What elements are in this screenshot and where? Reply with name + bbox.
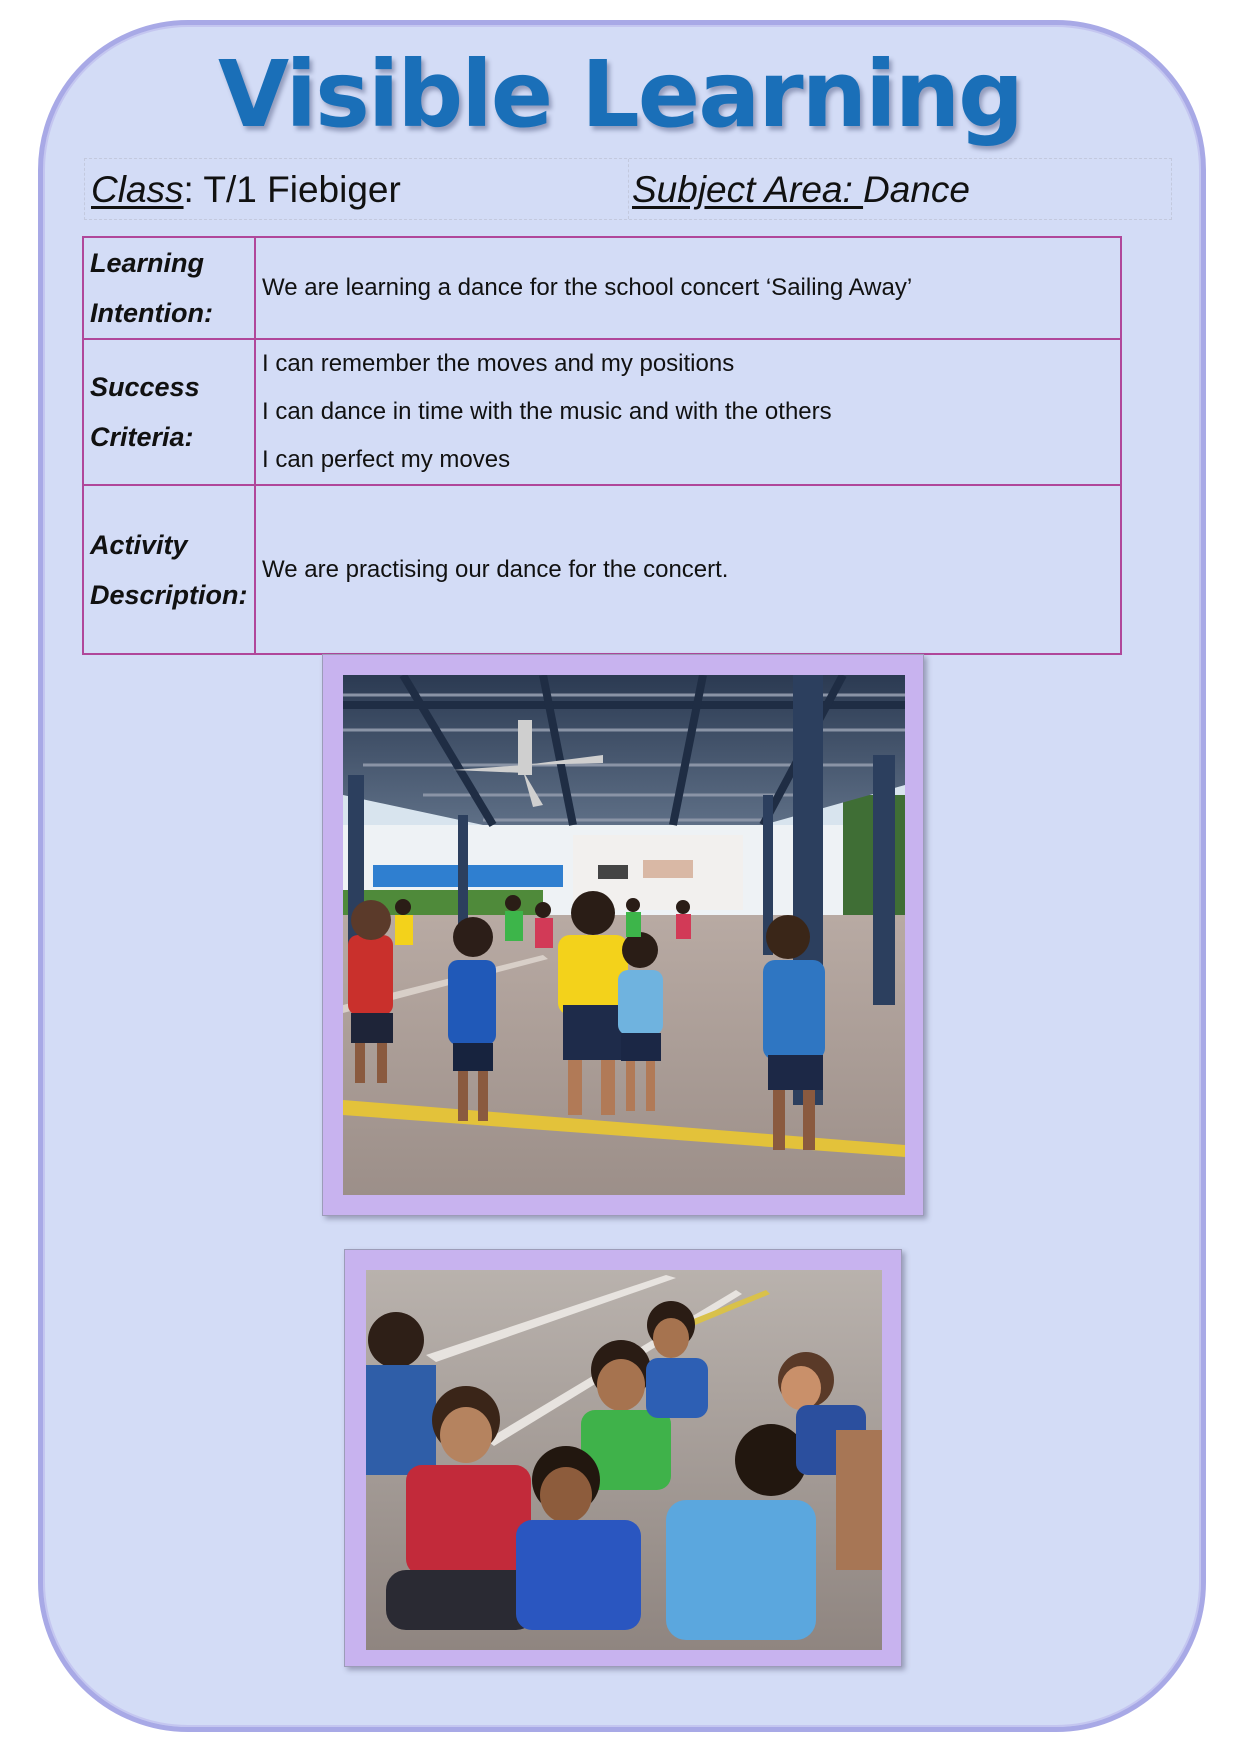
- success-criterion: I can dance in time with the music and with the others: [262, 398, 832, 425]
- subject-info: [632, 169, 970, 211]
- learning-intention-row: [83, 237, 1121, 339]
- learning-intention-label-line1: Learning: [90, 248, 205, 278]
- learning-intention-text: We are learning a dance for the school concert ‘Sailing Away’: [255, 237, 1121, 339]
- activity-description-text: We are practising our dance for the concert.: [255, 485, 1121, 654]
- photo-children-seated-frame: [344, 1249, 902, 1667]
- lesson-table: [82, 236, 1122, 655]
- photo-children-seated: [366, 1270, 882, 1650]
- class-label: Class: [91, 169, 184, 210]
- activity-description-label-line2: Description:: [90, 579, 248, 610]
- activity-description-row: [83, 485, 1121, 654]
- success-criteria-label-line1: Success: [90, 372, 200, 402]
- success-criterion: I can remember the moves and my positions: [262, 350, 735, 377]
- success-criteria-label-line2: Criteria:: [90, 422, 194, 452]
- class-info: [91, 169, 401, 211]
- photo-dance-practice: [343, 675, 905, 1195]
- learning-intention-label-line2: Intention:: [90, 298, 213, 328]
- page-title: Visible Learning: [217, 41, 1023, 148]
- class-value: : T/1 Fiebiger: [183, 169, 401, 210]
- success-criteria-row: [83, 339, 1121, 485]
- activity-description-label: [83, 485, 255, 654]
- activity-description-label-line1: Activity: [90, 529, 188, 560]
- subject-value: Dance: [863, 169, 970, 210]
- success-criterion: I can perfect my moves: [262, 446, 511, 473]
- photo-dance-practice-frame: [322, 654, 924, 1216]
- success-criteria-label: [83, 339, 255, 485]
- learning-intention-label: [83, 237, 255, 339]
- subject-label: Subject Area:: [632, 169, 864, 210]
- info-divider: [628, 159, 629, 219]
- success-criteria-list: [255, 339, 1121, 485]
- class-subject-row: [84, 158, 1172, 220]
